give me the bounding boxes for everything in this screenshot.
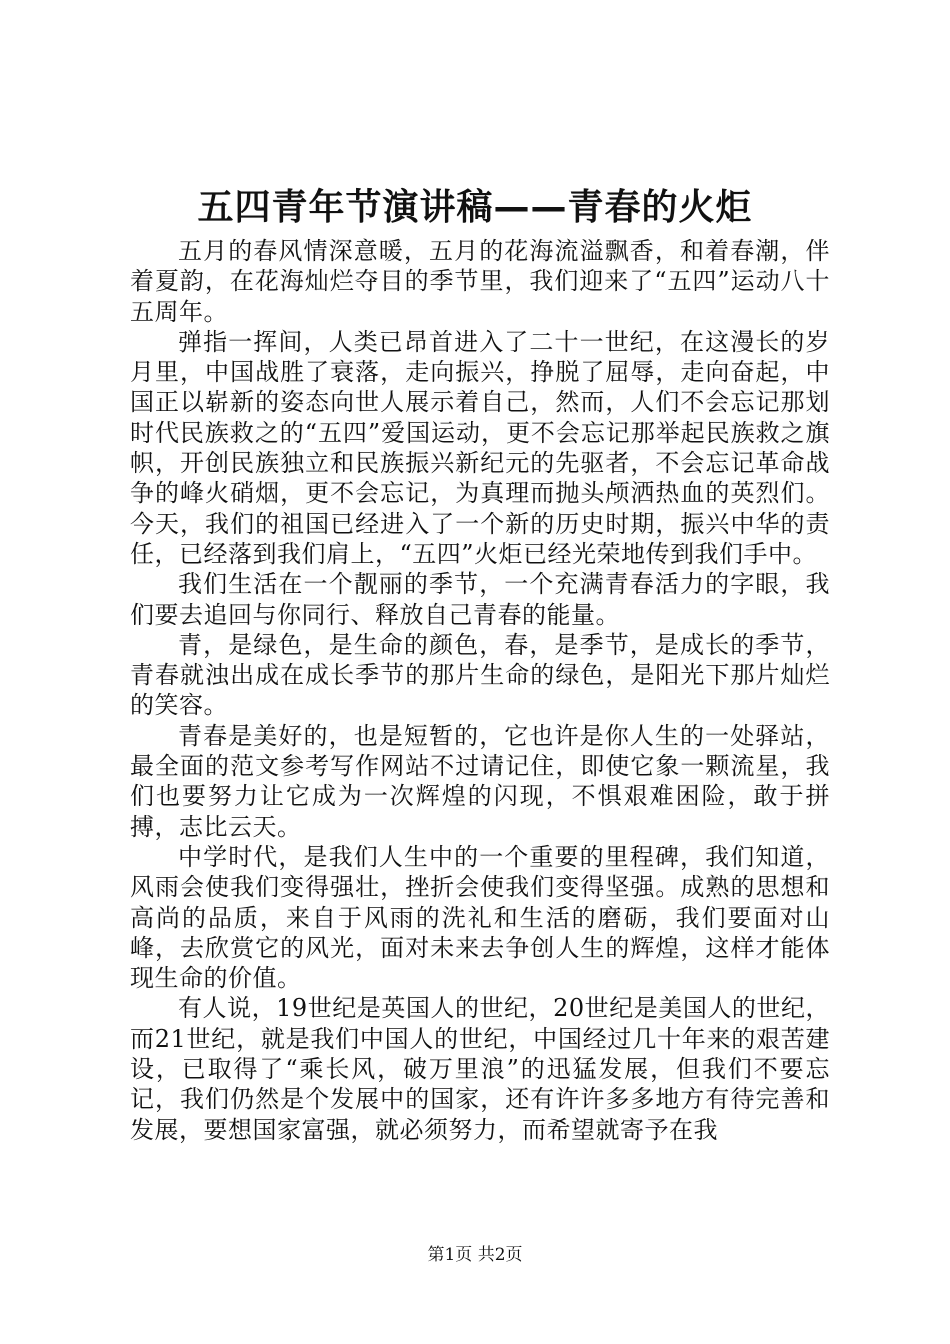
paragraph: 我们生活在一个靓丽的季节，一个充满青春活力的字眼，我们要去追回与你同行、释放自己青春的能量。 <box>130 570 830 629</box>
paragraph: 弹指一挥间，人类已昂首进入了二十一世纪，在这漫长的岁月里，中国战胜了衰落，走向振兴，挣脱了屈辱，走向奋起，中国正以崭新的姿态向世人展示着自己，然而，人们不会忘记那划时代民族救之的“五四”爱国运动，更不会忘记那举起民族救之旗帜，开创民族独立和民族振兴新纪元的先驱者，不会忘记革命战争的峰火硝烟，更不会忘记，为真理而抛头颅洒热血的英烈们。今天，我们的祖国已经进入了一个新的历史时期，振兴中华的责任，已经落到我们肩上，“五四”火炬已经光荣地传到我们手中。 <box>130 327 830 568</box>
page-footer: 第1页 共2页 <box>427 1245 523 1265</box>
document-body <box>130 236 830 1145</box>
paragraph: 中学时代，是我们人生中的一个重要的里程碑，我们知道，风雨会使我们变得强壮，挫折会使我们变得坚强。成熟的思想和高尚的品质，来自于风雨的洗礼和生活的磨砺，我们要面对山峰，去欣赏它的风光，面对未来去争创人生的辉煌，这样才能体现生命的价值。 <box>130 842 830 993</box>
paragraph: 有人说，19世纪是英国人的世纪，20世纪是美国人的世纪，而21世纪，就是我们中国人的世纪，中国经过几十年来的艰苦建设，已取得了“乘长风，破万里浪”的迅猛发展，但我们不要忘记，我们仍然是个发展中的国家，还有许许多多地方有待完善和发展，要想国家富强，就必须努力，而希望就寄予在我 <box>130 994 830 1144</box>
document-title: 五四青年节演讲稿——青春的火炬 <box>197 187 753 228</box>
paragraph: 五月的春风情深意暖，五月的花海流溢飘香，和着春潮，伴着夏韵，在花海灿烂夺目的季节里，我们迎来了“五四”运动八十五周年。 <box>130 237 830 326</box>
paragraph: 青春是美好的，也是短暂的，它也许是你人生的一处驿站，最全面的范文参考写作网站不过请记住，即使它象一颗流星，我们也要努力让它成为一次辉煌的闪现，不惧艰难困险，敢于拼搏，志比云天。 <box>130 721 830 841</box>
paragraph: 青，是绿色，是生命的颜色，春，是季节，是成长的季节，青春就浊出成在成长季节的那片生命的绿色，是阳光下那片灿烂的笑容。 <box>130 630 830 720</box>
